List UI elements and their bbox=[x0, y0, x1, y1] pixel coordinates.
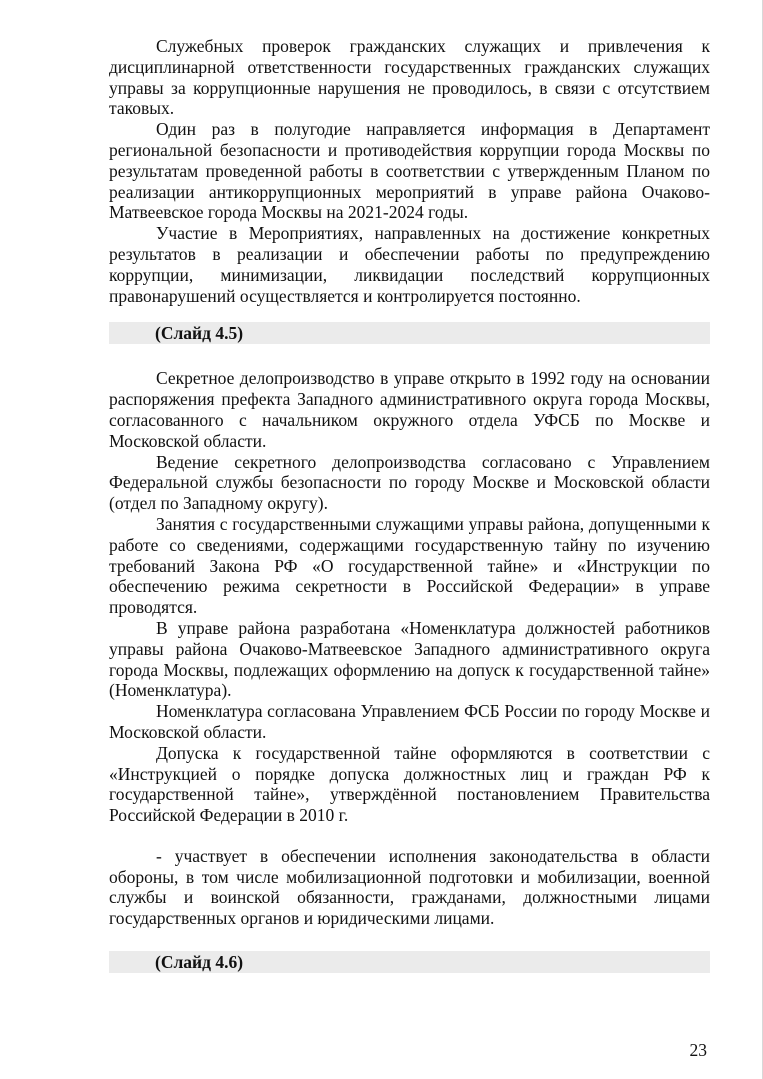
slide-label-4-6: (Слайд 4.6) bbox=[109, 951, 710, 973]
paragraph-nomenclature-developed: В управе района разработана «Номенклатура должностей работников управы района Очаково-Матвеевское Западного административного округа города Москвы, подлежащих оформлению на допуск к государственной тайне» (Номенклатура). bbox=[109, 617, 710, 701]
paragraph-disciplinary-checks: Служебных проверок гражданских служащих и привлечения к дисциплинарной ответственности государственных гражданских служащих управы за коррупционные нарушения не проводилось, в связи с отсутствием таковых. bbox=[109, 36, 710, 119]
paragraph-secret-records-agreed: Ведение секретного делопроизводства согласовано с Управлением Федеральной службы безопасности по городу Москве и Московской области (отдел по Западному округу). bbox=[109, 451, 710, 514]
paragraph-staff-training: Занятия с государственными служащими управы района, допущенными к работе со сведениями, содержащими государственную тайну по изучению требований Закона РФ «О государственной тайне» и «Инструкции по обеспечению режима секретности в Российской Федерации» в управе проводятся. bbox=[109, 513, 710, 618]
paragraph-nomenclature-approved: Номенклатура согласована Управлением ФСБ России по городу Москве и Московской области. bbox=[109, 701, 710, 742]
paragraph-defense-legislation: - участвует в обеспечении исполнения законодательства в области обороны, в том числе мобилизационной подготовки и мобилизации, военной службы и воинской обязанности, гражданами, должностными лицами государственных органов и юридическими лицами. bbox=[109, 845, 710, 929]
paragraph-clearance-procedure: Допуска к государственной тайне оформляются в соответствии с «Инструкцией о порядке допуска должностных лиц и граждан РФ к государственной тайне», утверждённой постановлением Правительства Российской Федерации в 2010 г. bbox=[109, 742, 710, 826]
paragraph-secret-records-opened: Секретное делопроизводство в управе открыто в 1992 году на основании распоряжения префекта Западного административного округа города Москвы, согласованного с начальником окружного отдела УФСБ по Москве и Московской области. bbox=[109, 368, 710, 451]
paragraph-reporting-to-department: Один раз в полугодие направляется информация в Департамент региональной безопасности и противодействия коррупции города Москвы по результатам проведенной работы в соответствии с утвержденным Планом по реализации антикоррупционных мероприятий в управе района Очаково-Матвеевское города Москвы на 2021-2024 годы. bbox=[109, 119, 710, 223]
page-content bbox=[109, 36, 710, 973]
page-number: 23 bbox=[689, 1040, 707, 1060]
paragraph-anticorruption-measures: Участие в Мероприятиях, направленных на достижение конкретных результатов в реализации и обеспечении работы по предупреждению коррупции, минимизации, ликвидации последствий коррупционных правонарушений осуществляется и контролируется постоянно. bbox=[109, 223, 710, 306]
slide-label-4-5: (Слайд 4.5) bbox=[109, 322, 710, 344]
